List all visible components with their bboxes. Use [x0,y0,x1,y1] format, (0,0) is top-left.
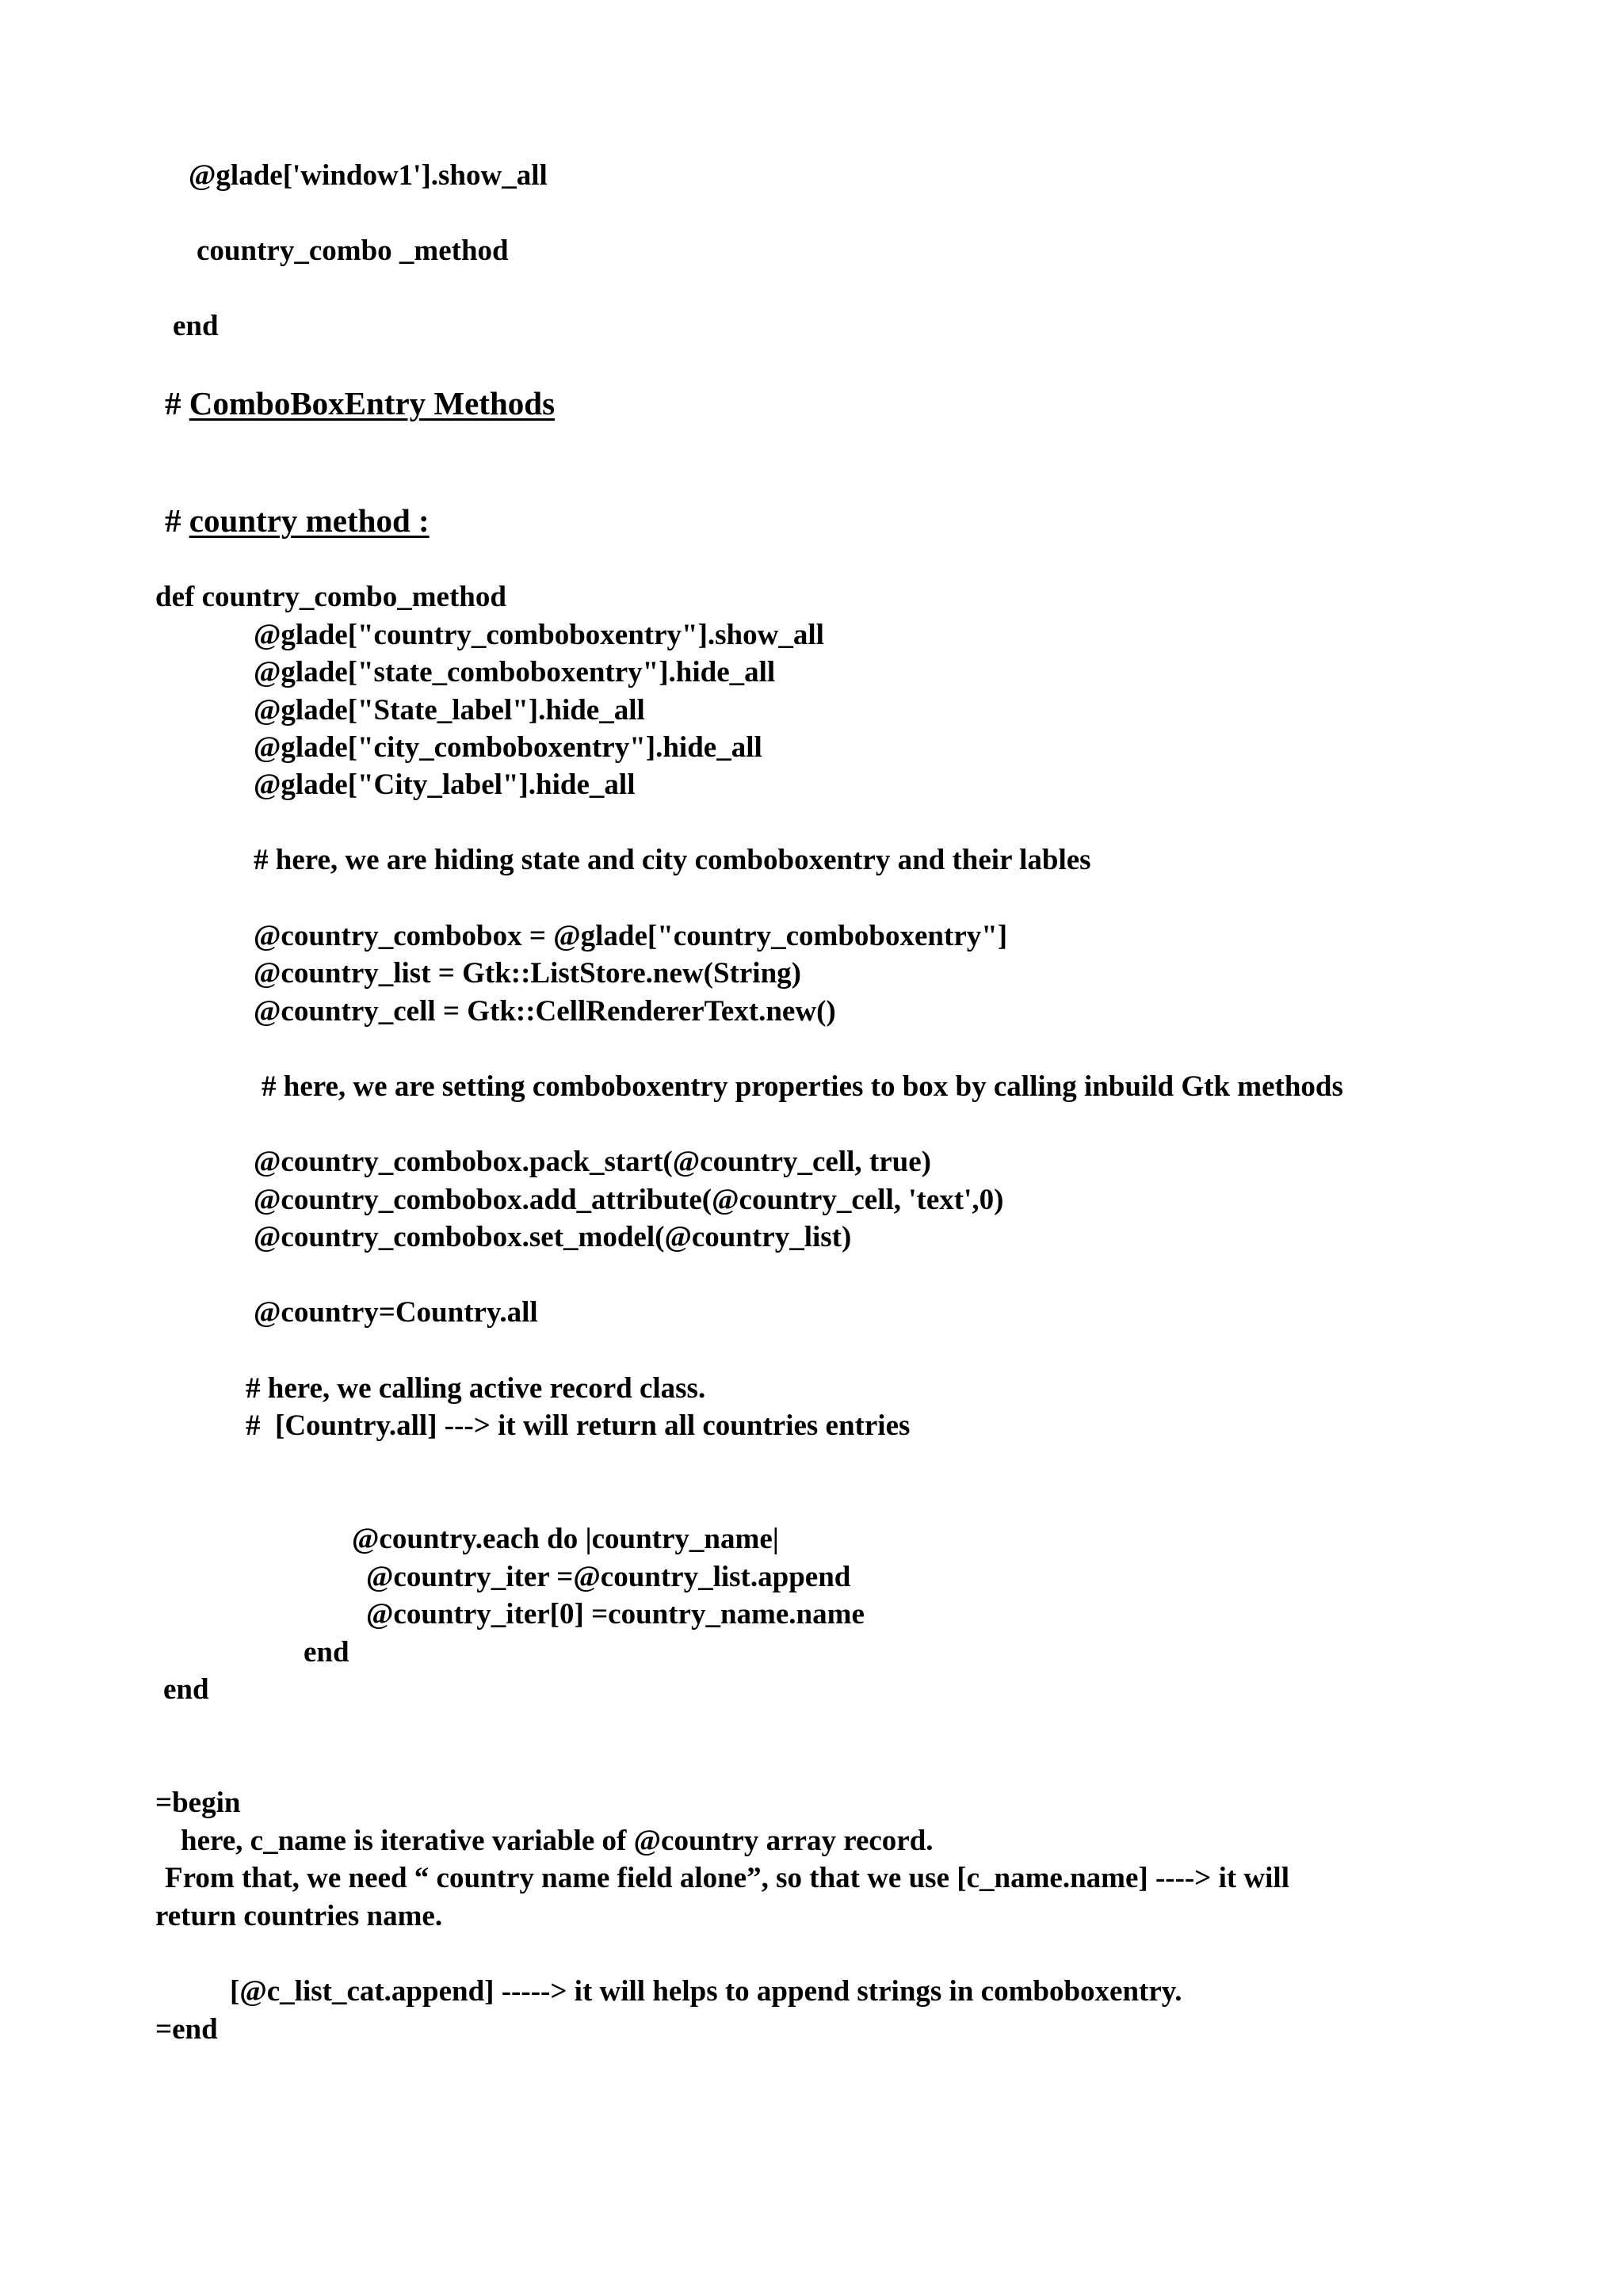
code-line: @country_iter[0] =country_name.name [366,1598,865,1630]
code-line: @glade['window1'].show_all [189,159,548,192]
code-line: @country.each do |country_name| [352,1523,779,1555]
code-line: end [163,1673,209,1706]
comment-line: From that, we need “ country name field alone”, so that we use [c_name.name] ----> it will [165,1862,1289,1894]
comment-line: return countries name. [155,1900,443,1932]
code-line: @country=Country.all [254,1296,538,1329]
heading-title: country method : [189,502,430,539]
code-line: def country_combo_method [155,581,506,613]
code-line: @glade["city_comboboxentry"].hide_all [254,731,762,764]
heading-prefix: # [165,385,189,421]
code-line: @country_combobox.pack_start(@country_cell, true) [254,1146,931,1178]
section-heading-country-method [165,502,430,539]
comment-line: # here, we are setting comboboxentry properties to box by calling inbuild Gtk methods [262,1070,1343,1103]
code-line: @country_combobox.set_model(@country_list) [254,1221,852,1253]
code-line: @country_list = Gtk::ListStore.new(String) [254,957,801,990]
comment-line: [@c_list_cat.append] -----> it will helps to append strings in comboboxentry. [230,1975,1182,2008]
code-line: end [173,310,219,342]
code-line: end [304,1636,349,1669]
code-line: country_combo _method [197,235,509,267]
comment-line: here, c_name is iterative variable of @country array record. [181,1825,934,1857]
code-line: @country_iter =@country_list.append [366,1561,851,1593]
code-line: @glade["State_label"].hide_all [254,694,645,727]
comment-line: # here, we are hiding state and city comboboxentry and their lables [254,844,1091,876]
section-heading-comboboxentry [165,387,555,420]
code-line: @country_combobox.add_attribute(@country_cell, 'text',0) [254,1184,1004,1216]
code-line: =begin [155,1787,241,1819]
code-line: @country_combobox = @glade["country_comboboxentry"] [254,920,1008,952]
code-line: @glade["state_comboboxentry"].hide_all [254,656,776,688]
code-line: @glade["country_comboboxentry"].show_all [254,619,824,651]
code-line: @country_cell = Gtk::CellRendererText.new() [254,995,836,1028]
comment-line: # here, we calling active record class. [246,1372,706,1405]
code-line: @glade["City_label"].hide_all [254,769,636,801]
code-line: =end [155,2013,218,2046]
heading-title: ComboBoxEntry Methods [189,385,556,421]
comment-line: # [Country.all] ---> it will return all countries entries [246,1409,911,1442]
heading-prefix: # [165,502,189,539]
